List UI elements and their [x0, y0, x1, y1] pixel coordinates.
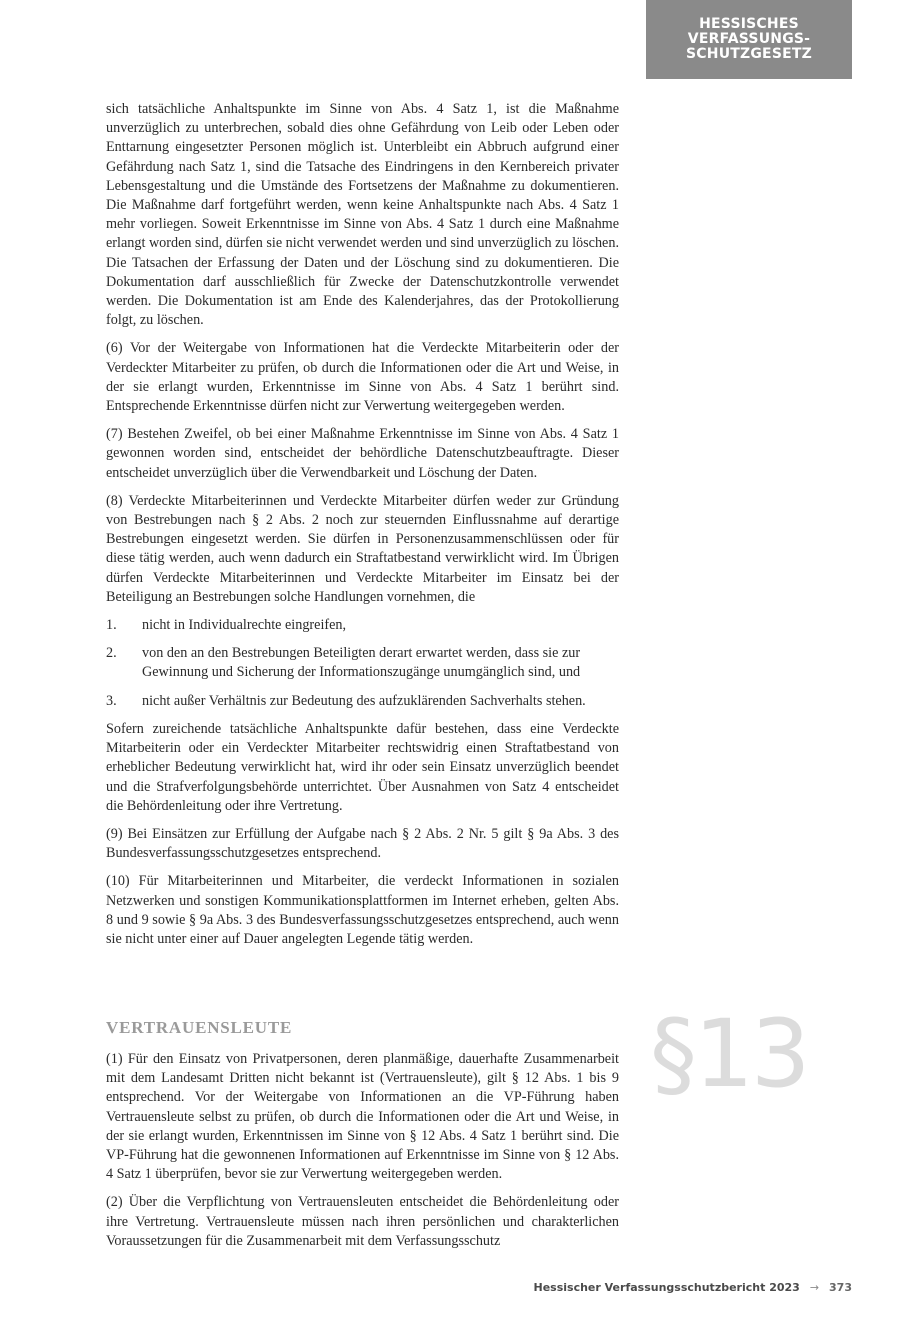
paragraph-6: (6) Vor der Weitergabe von Informationen hat die Verdeckte Mitarbeiterin oder der Verdeckter Mitarbeiter zu prüfen, ob durch die Informationen oder die Art und Weise, in der sie erlangt wurden, Erkenntnisse im Sinne von Abs. 4 Satz 1 berührt sind. Entsprechende Erkenntnisse dürfen nicht zur Verwertung weitergegeben werden.	[106, 340, 619, 415]
list-item	[106, 692, 619, 711]
numbered-list	[106, 616, 619, 711]
list-text: von den an den Bestrebungen Beteiligten derart erwartet werden, dass sie zur Gewinnung und Sicherung der Informationszugänge unumgänglich sind, und	[142, 645, 581, 681]
section-paragraph-1: (1) Für den Einsatz von Privatpersonen, deren planmäßige, dauerhafte Zusammenarbeit mit dem Landesamt Dritten nicht bekannt ist (Vertrauensleute), gilt § 12 Abs. 1 bis 9 entsprechend. Vor der Weitergabe von Informationen an die VP-Führung haben Vertrauensleute selbst zu prüfen, ob durch die Informationen oder die Art und Weise, in der sie erlangt wurden, Erkenntnissen im Sinne von § 12 Abs. 4 Satz 1 berührt sind. Die VP-Führung hat die gewonnenen Informationen auf Erkenntnisse im Sinne von § 12 Abs. 4 Satz 1 überprüfen, bevor sie zur Verwertung weitergegeben werden.	[106, 1051, 619, 1183]
chapter-tab-line3: SCHUTZGESETZ	[686, 46, 812, 62]
paragraph-9: (9) Bei Einsätzen zur Erfüllung der Aufgabe nach § 2 Abs. 2 Nr. 5 gilt § 9a Abs. 3 des Bundesverfassungsschutzgesetzes entsprechend.	[106, 825, 619, 862]
paragraph-10: (10) Für Mitarbeiterinnen und Mitarbeiter, die verdeckt Informationen in sozialen Netzwerken und sonstigen Kommunikationsplattformen im Internet erheben, gelten Abs. 8 und 9 sowie § 9a Abs. 3 des Bundesverfassungsschutzgesetzes entsprechend, auch wenn sie nicht unter einer auf Dauer angelegten Legende tätig werden.	[106, 873, 619, 947]
paragraph-7: (7) Bestehen Zweifel, ob bei einer Maßnahme Erkenntnisse im Sinne von Abs. 4 Satz 1 gewonnen worden sind, entscheidet der behördliche Datenschutzbeauftragte. Dieser entscheidet unverzüglich über die Verwendbarkeit und Löschung der Daten.	[106, 426, 619, 481]
chapter-tab-line1: HESSISCHES	[699, 16, 799, 32]
page-number: 373	[829, 1281, 852, 1294]
section-text	[106, 1050, 619, 1260]
paragraph-8: (8) Verdeckte Mitarbeiterinnen und Verdeckte Mitarbeiter dürfen weder zur Gründung von Bestrebungen nach § 2 Abs. 2 noch zur steuernden Einflussnahme auf derartige Bestrebungen eingesetzt werden. Sie dürfen in Personenzusammenschlüssen oder für diese tätig werden, auch wenn dadurch ein Straftatbestand verwirklicht wird. Im Übrigen dürfen Verdeckte Mitarbeiterinnen und Verdeckte Mitarbeiter im Einsatz bei der Beteiligung an Bestrebungen solche Handlungen vornehmen, die	[106, 492, 619, 605]
list-number: 3.	[106, 692, 117, 709]
main-text	[106, 100, 619, 958]
list-number: 2.	[106, 645, 117, 662]
paragraph-continued: sich tatsächliche Anhaltspunkte im Sinne von Abs. 4 Satz 1, ist die Maßnahme unverzüglich zu unterbrechen, sobald dies ohne Gefährdung von Leib oder Leben oder Enttarnung eingesetzter Personen möglich ist. Unterbleibt ein Abbruch aufgrund einer Gefährdung nach Satz 1, sind die Tatsache des Eindringens in den Kernbereich privater Lebensgestaltung und die Umstände des Fortsetzens der Maßnahme zu dokumentieren. Die Maßnahme darf fortgeführt werden, wenn keine Anhaltspunkte nach Abs. 4 Satz 1 mehr vorliegen. Soweit Erkenntnisse im Sinne von Abs. 4 Satz 1 durch eine Maßnahme erlangt worden sind, dürfen sie nicht verwendet werden und sind unverzüglich zu löschen. Die Tatsachen der Erfassung der Daten und der Löschung sind zu dokumentieren. Die Dokumentation darf ausschließlich für Zwecke der Datenschutzkontrolle verwendet werden. Die Dokumentation ist am Ende des Kalenderjahres, das der Protokollierung folgt, zu löschen.	[106, 101, 619, 329]
list-text: nicht in Individualrechte eingreifen,	[142, 617, 347, 634]
list-text: nicht außer Verhältnis zur Bedeutung des aufzuklärenden Sachverhalts stehen.	[142, 692, 586, 709]
section-number: §13	[650, 1000, 808, 1109]
list-item	[106, 644, 619, 682]
list-number: 1.	[106, 617, 117, 634]
section-heading: VERTRAUENSLEUTE	[106, 1018, 293, 1037]
arrow-right-icon: →	[809, 1281, 820, 1294]
page-footer	[534, 1281, 853, 1294]
chapter-tab	[646, 0, 852, 79]
section-paragraph-2: (2) Über die Verpflichtung von Vertrauensleuten entscheidet die Behördenleitung oder ihre Vertretung. Vertrauensleute müssen nach ihren persönlichen und charakterlichen Voraussetzungen für die Zusammenarbeit mit dem Verfassungsschutz	[106, 1194, 619, 1249]
footer-title: Hessischer Verfassungsschutzbericht 2023	[533, 1281, 800, 1294]
paragraph-8-continued: Sofern zureichende tatsächliche Anhaltspunkte dafür bestehen, dass eine Verdeckte Mitarbeiterin oder ein Verdeckter Mitarbeiter rechtswidrig einen Straftatbestand von erheblicher Bedeutung verwirklicht hat, wird ihr oder sein Einsatz unverzüglich beendet und die Strafverfolgungsbehörde unterrichtet. Über Ausnahmen von Satz 4 entscheidet die Behördenleitung oder ihre Vertretung.	[106, 720, 619, 814]
list-item	[106, 616, 619, 635]
chapter-tab-line2: VERFASSUNGS-	[687, 31, 811, 47]
